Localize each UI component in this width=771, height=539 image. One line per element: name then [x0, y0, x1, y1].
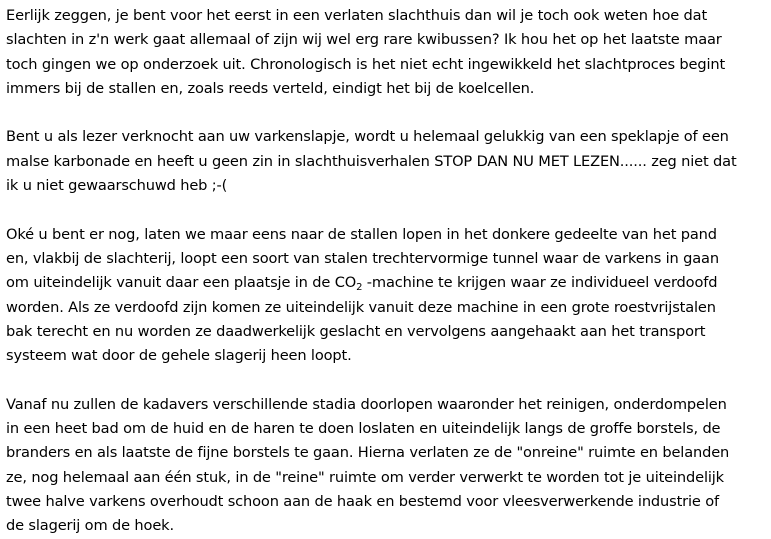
- document-body: [6, 4, 766, 539]
- text-line: Oké u bent er nog, laten we maar eens naar de stallen lopen in het donkere gedeelte van het pand: [6, 225, 717, 243]
- text-line: en, vlakbij de slachterij, loopt een soort van stalen trechtervormige tunnel waar de varkens in gaan: [6, 249, 719, 267]
- text-line: branders en als laatste de fijne borstels te gaan. Hierna verlaten ze de "onreine" ruimte en belanden: [6, 444, 730, 462]
- text-line: twee halve varkens overhoudt schoon aan de haak en bestemd voor vleesverwerkende industrie of: [6, 492, 719, 510]
- subscript-two: 2: [356, 282, 363, 294]
- text-after-subscript: -machine te krijgen waar ze individueel verdoofd: [362, 274, 718, 292]
- paragraph-spacer: [6, 198, 766, 222]
- text-line-co2: [6, 271, 766, 295]
- text-line: systeem wat door de gehele slagerij heen loopt.: [6, 347, 352, 365]
- text-line: Eerlijk zeggen, je bent voor het eerst in een verlaten slachthuis dan wil je toch ook weten hoe dat: [6, 7, 708, 24]
- text-line: slachten in z'n werk gaat allemaal of zijn wij wel erg rare kwibussen? Ik hou het op het laatste maar: [6, 31, 722, 49]
- paragraph-stables: [6, 223, 766, 369]
- paragraph-processing: [6, 393, 766, 539]
- text-line: worden. Als ze verdoofd zijn komen ze uiteindelijk vanuit deze machine in een grote roestvrijstalen: [6, 298, 716, 316]
- text-line: ik u niet gewaarschuwd heb ;-(: [6, 177, 228, 195]
- paragraph-spacer: [6, 101, 766, 125]
- text-before-subscript: om uiteindelijk vanuit daar een plaatsje in de CO: [6, 274, 357, 292]
- text-line: ze, nog helemaal aan één stuk, in de "reine" ruimte om verder verwerkt te worden tot je uiteindelijk: [6, 468, 724, 486]
- text-line: de slagerij om de hoek.: [6, 517, 174, 535]
- paragraph-intro: [6, 4, 766, 101]
- text-line: Vanaf nu zullen de kadavers verschillende stadia doorlopen waaronder het reinigen, onderdompelen: [6, 395, 727, 413]
- text-line: in een heet bad om de huid en de haren te doen loslaten en uiteindelijk langs de groffe borstels, de: [6, 420, 721, 438]
- text-line: malse karbonade en heeft u geen zin in slachthuisverhalen STOP DAN NU MET LEZEN...... zeg niet dat: [6, 152, 737, 170]
- paragraph-spacer: [6, 368, 766, 392]
- text-line: bak terecht en nu worden ze daadwerkelijk geslacht en vervolgens aangehaakt aan het transport: [6, 322, 706, 340]
- text-line: immers bij de stallen en, zoals reeds verteld, eindigt het bij de koelcellen.: [6, 79, 535, 97]
- paragraph-warning: [6, 125, 766, 198]
- text-line: Bent u als lezer verknocht aan uw varkenslapje, wordt u helemaal gelukkig van een speklapje of een: [6, 128, 729, 146]
- text-line: toch gingen we op onderzoek uit. Chronologisch is het niet echt ingewikkeld het slachtproces begint: [6, 55, 726, 73]
